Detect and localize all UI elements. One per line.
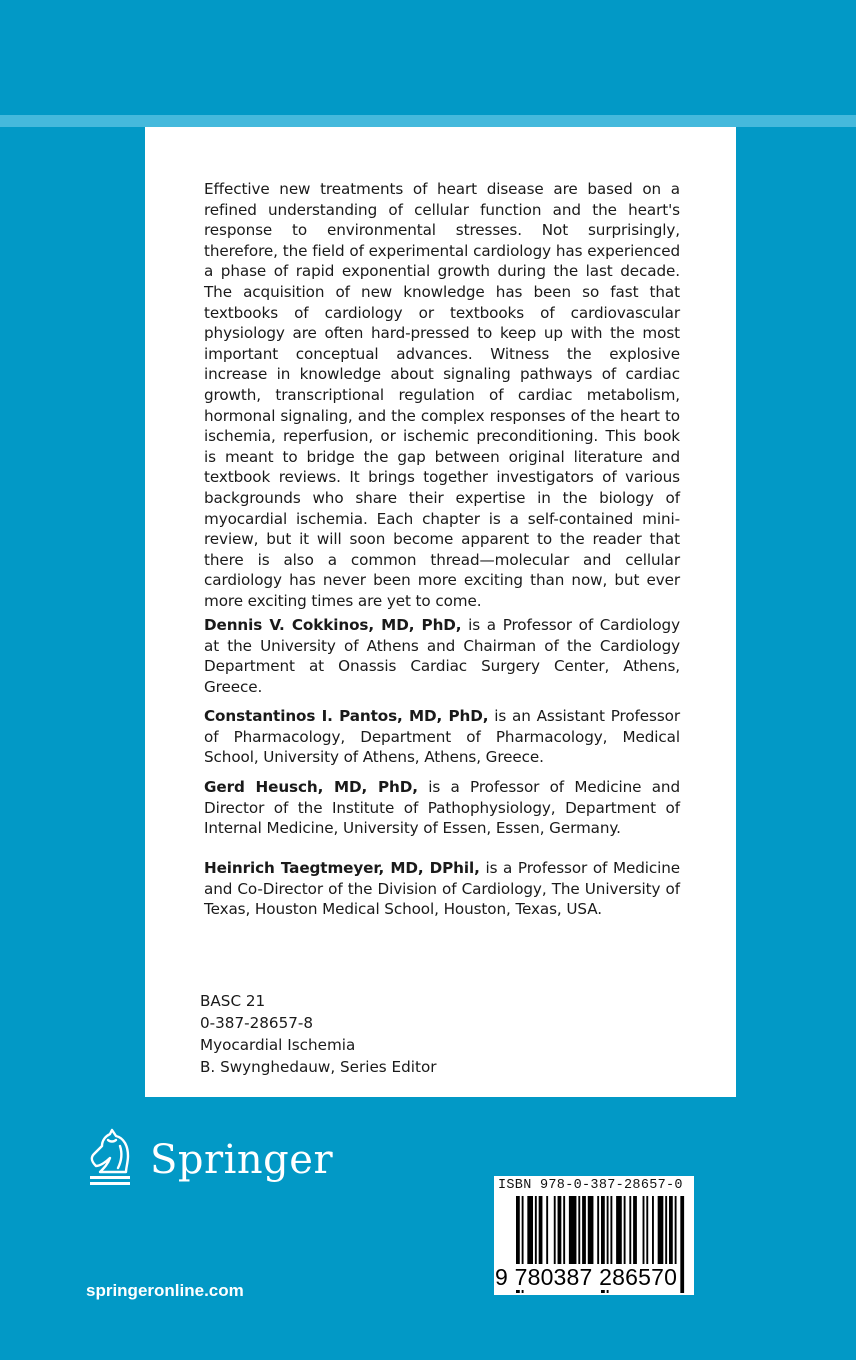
author-bio <box>204 777 680 839</box>
author-bio <box>204 706 680 768</box>
series-code: BASC 21 <box>200 992 266 1010</box>
isbn-barcode <box>494 1176 694 1295</box>
publisher-website[interactable]: springeronline.com <box>86 1281 244 1300</box>
barcode-bar <box>643 1196 645 1268</box>
barcode-bar <box>535 1196 537 1268</box>
publisher-name: Springer <box>150 1137 334 1183</box>
author-description: is a Professor of Medicine and Director of the Institute of Pathophysiology, Department of Internal Medicine, University of Essen, Essen, Germany. <box>204 778 680 838</box>
back-cover-panel <box>145 127 736 1097</box>
author-description: is a Professor of Cardiology at the University of Athens and Chairman of the Cardiology Department at Onassis Cardiac Surgery Center, Athens, Greece. <box>204 616 680 696</box>
book-description: Effective new treatments of heart disease are based on a refined understanding of cellular function and the heart's response to environmental stresses. Not surprisingly, therefore, the field of experimental cardiology has experienced a phase of rapid exponential growth during the last decade. The acquisition of new knowledge has been so fast that textbooks of cardiology or textbooks of cardiovascular physiology are often hard-pressed to keep up with the most important conceptual advances. Witness the explosive increase in knowledge about signaling pathways of cardiac growth, transcriptional regulation of cardiac metabolism, hormonal signaling, and the complex responses of the heart to ischemia, reperfusion, or ischemic preconditioning. This book is meant to bridge the gap between original literature and textbook reviews. It brings together investigators of various backgrounds who share their expertise in the biology of myocardial ischemia. Each chapter is a self-contained mini-review, but it will soon become apparent to the reader that there is also a common thread—molecular and cellular cardiology has never been more exciting than now, but ever more exciting times are yet to come. <box>204 180 680 610</box>
barcode-bar <box>669 1196 673 1268</box>
barcode-bar <box>665 1196 667 1268</box>
book-title: Myocardial Ischemia <box>200 1036 356 1054</box>
knight-horse-icon <box>86 1128 138 1188</box>
barcode-bar <box>569 1196 577 1268</box>
barcode-bar <box>563 1196 565 1268</box>
barcode-bar <box>616 1196 622 1268</box>
barcode-bar <box>597 1196 599 1268</box>
barcode-bar <box>578 1196 580 1268</box>
barcode-bar <box>624 1196 626 1268</box>
author-name: Heinrich Taegtmeyer, MD, DPhil, <box>204 859 480 877</box>
author-name: Constantinos I. Pantos, MD, PhD, <box>204 707 489 725</box>
barcode-bar <box>588 1196 594 1268</box>
series-editor: B. Swynghedauw, Series Editor <box>200 1058 437 1076</box>
barcode-digit-text: 9 780387 286570 <box>495 1264 678 1290</box>
barcode-bar <box>610 1196 612 1268</box>
series-info <box>200 990 437 1078</box>
author-bio <box>204 615 680 697</box>
barcode-bar <box>554 1196 556 1268</box>
author-bio <box>204 858 680 920</box>
barcode-bar <box>646 1196 648 1268</box>
barcode-bar <box>546 1196 548 1268</box>
barcode-bar <box>629 1196 631 1268</box>
barcode-bar <box>527 1196 533 1268</box>
author-name: Dennis V. Cokkinos, MD, PhD, <box>204 616 462 634</box>
publisher-logo <box>86 1128 333 1188</box>
top-accent-band <box>0 115 856 127</box>
barcode-bar <box>582 1196 586 1268</box>
barcode-bar <box>658 1196 664 1268</box>
barcode-bar <box>652 1196 654 1268</box>
barcode-bar <box>558 1196 562 1268</box>
barcode-digits <box>494 1264 694 1291</box>
author-name: Gerd Heusch, MD, PhD, <box>204 778 418 796</box>
isbn-13-label: ISBN 978-0-387-28657-0 <box>498 1178 683 1193</box>
author-description: is an Assistant Professor of Pharmacology, Department of Pharmacology, Medical School, University of Athens, Athens, Greece. <box>204 707 680 767</box>
isbn-10: 0-387-28657-8 <box>200 1014 314 1032</box>
author-description: is a Professor of Medicine and Co-Director of the Division of Cardiology, The University of Texas, Houston Medical School, Houston, Texas, USA. <box>204 859 680 919</box>
barcode-bar <box>633 1196 637 1268</box>
barcode-bar <box>539 1196 543 1268</box>
barcode-bar <box>675 1196 677 1268</box>
